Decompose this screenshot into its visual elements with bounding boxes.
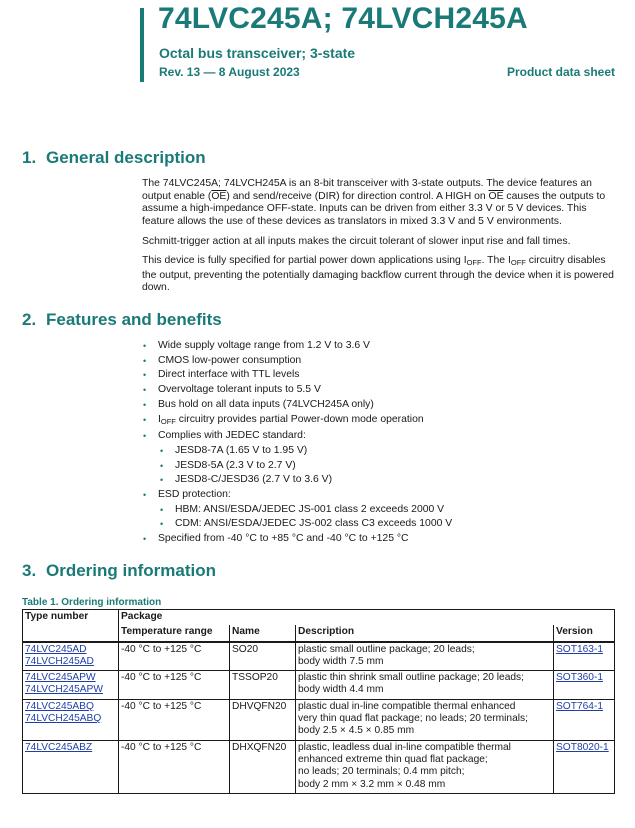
oe-signal: $\overline{OE}$ [211,190,227,202]
text-run: This device is fully specified for partial power down applications using I [142,255,467,266]
description-line: body width 4.4 mm [298,684,384,696]
ordering-table [22,609,615,794]
list-item: • Direct interface with TTL levels [142,368,622,383]
description-cell [296,740,554,793]
temperature-cell: -40 °C to +125 °C [119,699,230,740]
header-blank [23,625,119,641]
list-subitem: • CDM: ANSI/ESDA/JEDEC JS-002 class C3 exceeds 1000 V [142,517,622,532]
type-link[interactable]: 74LVC245APW [25,672,96,684]
description-paragraph-3 [142,255,620,295]
type-cell [23,671,119,700]
list-item: • ESD protection: [142,488,622,503]
version-link[interactable]: SOT764-1 [556,700,603,712]
package-name-cell: DHXQFN20 [230,740,296,793]
document-subtitle: Octal bus transceiver; 3-state [159,45,356,61]
header-temperature: Temperature range [119,625,230,641]
version-link[interactable]: SOT360-1 [556,672,603,684]
type-link[interactable]: 74LVCH245ABQ [25,713,102,725]
type-link[interactable]: 74LVC245ABQ [25,700,94,712]
text-run: circuitry disables the output, preventing the potentially damaging backflow current through the device when it is powered down. [142,255,614,294]
table-row [23,642,615,671]
description-line: plastic thin shrink small outline package; 20 leads; [298,672,524,684]
text-run: I [158,413,161,425]
section-number: 2. [22,310,37,329]
description-cell [296,699,554,740]
list-item [142,413,622,430]
oe-signal: $\overline{OE}$ [488,190,504,202]
type-cell [23,699,119,740]
text-run: causes the outputs to assume a high-impedance OFF-state. Inputs can be driven from either 3.3 V or 5 V devices. This feature allows the use of these devices as translators in mixed 3.3 V and 5 V environments. [142,190,606,227]
header-accent-bar [140,8,144,82]
type-link[interactable]: 74LVCH245APW [25,684,103,696]
section-number: 1. [22,148,37,167]
temperature-cell: -40 °C to +125 °C [119,740,230,793]
table-subheader-row [23,625,615,641]
text-run: circuitry provides partial Power-down mode operation [175,413,424,425]
subscript: OFF [160,416,176,426]
header-version: Version [554,625,615,641]
header-description: Description [296,625,554,641]
subscript: OFF [466,258,482,267]
table-row [23,740,615,793]
table-row [23,699,615,740]
list-subitem: • HBM: ANSI/ESDA/JEDEC JS-001 class 2 exceeds 2000 V [142,503,622,518]
description-line: enhanced extreme thin quad flat package; [298,753,488,765]
temperature-cell: -40 °C to +125 °C [119,642,230,671]
type-cell [23,642,119,671]
description-paragraph-2: Schmitt-trigger action at all inputs makes the circuit tolerant of slower input rise and fall times. [142,236,571,247]
type-link[interactable]: 74LVC245ABZ [25,741,93,753]
list-item: • Bus hold on all data inputs (74LVCH245A only) [142,398,622,413]
version-link[interactable]: SOT8020-1 [556,741,609,753]
version-cell [554,740,615,793]
description-line: no leads; 20 terminals; 0.4 mm pitch; [298,766,465,778]
section-heading-features [22,310,222,330]
section-title: Features and benefits [46,310,222,329]
header-type-number: Type number [23,610,119,626]
table-row [23,671,615,700]
description-cell [296,671,554,700]
list-item: • Wide supply voltage range from 1.2 V to 3.6 V [142,339,622,354]
section-heading-ordering [22,561,216,581]
list-subitem: • JESD8-7A (1.65 V to 1.95 V) [142,444,622,459]
temperature-cell: -40 °C to +125 °C [119,671,230,700]
list-item: • Overvoltage tolerant inputs to 5.5 V [142,383,622,398]
description-line: very thin quad flat package; no leads; 20 terminals; [298,713,528,725]
section-heading-general-description [22,148,206,168]
list-subitem: • JESD8-5A (2.3 V to 2.7 V) [142,459,622,474]
type-link[interactable]: 74LVC245AD [25,643,87,655]
list-subitem: • JESD8-C/JESD36 (2.7 V to 3.6 V) [142,473,622,488]
version-cell [554,642,615,671]
description-line: plastic dual in-line compatible thermal enhanced [298,700,516,712]
section-number: 3. [22,561,37,580]
text-run: . The I [481,255,511,266]
table-header-row [23,610,615,626]
revision-label: Rev. 13 — 8 August 2023 [159,65,300,79]
list-item: • Complies with JEDEC standard: [142,429,622,444]
package-name-cell: TSSOP20 [230,671,296,700]
package-name-cell: DHVQFN20 [230,699,296,740]
text-run: ) and send/receive (DIR) for direction control. A HIGH on [226,190,489,202]
list-item: • CMOS low-power consumption [142,354,622,369]
description-line: body 2 mm × 3.2 mm × 0.48 mm [298,778,446,790]
description-cell [296,642,554,671]
type-link[interactable]: 74LVCH245AD [25,655,94,667]
description-line: body 2.5 × 4.5 × 0.85 mm [298,725,415,737]
header-package: Package [119,610,615,626]
subscript: OFF [510,258,526,267]
description-line: plastic, leadless dual in-line compatible thermal [298,741,511,753]
section-title: General description [46,148,206,167]
text-run: The 74LVC245A; 74LVCH245A is an 8-bit transceiver with 3-state outputs. The device features an output enable ( [142,178,592,202]
document-type-label: Product data sheet [506,65,615,79]
section-title: Ordering information [46,561,216,580]
description-line: plastic small outline package; 20 leads; [298,643,475,655]
list-item: • Specified from -40 °C to +85 °C and -40 °C to +125 °C [142,532,622,547]
version-cell [554,699,615,740]
table-caption: Table 1. Ordering information [22,597,162,608]
description-paragraph-1 [142,178,620,228]
features-list [142,339,622,547]
package-name-cell: SO20 [230,642,296,671]
description-line: body width 7.5 mm [298,655,384,667]
header-name: Name [230,625,296,641]
type-cell [23,740,119,793]
version-cell [554,671,615,700]
document-title: 74LVC245A; 74LVCH245A [158,2,528,35]
version-link[interactable]: SOT163-1 [556,643,603,655]
